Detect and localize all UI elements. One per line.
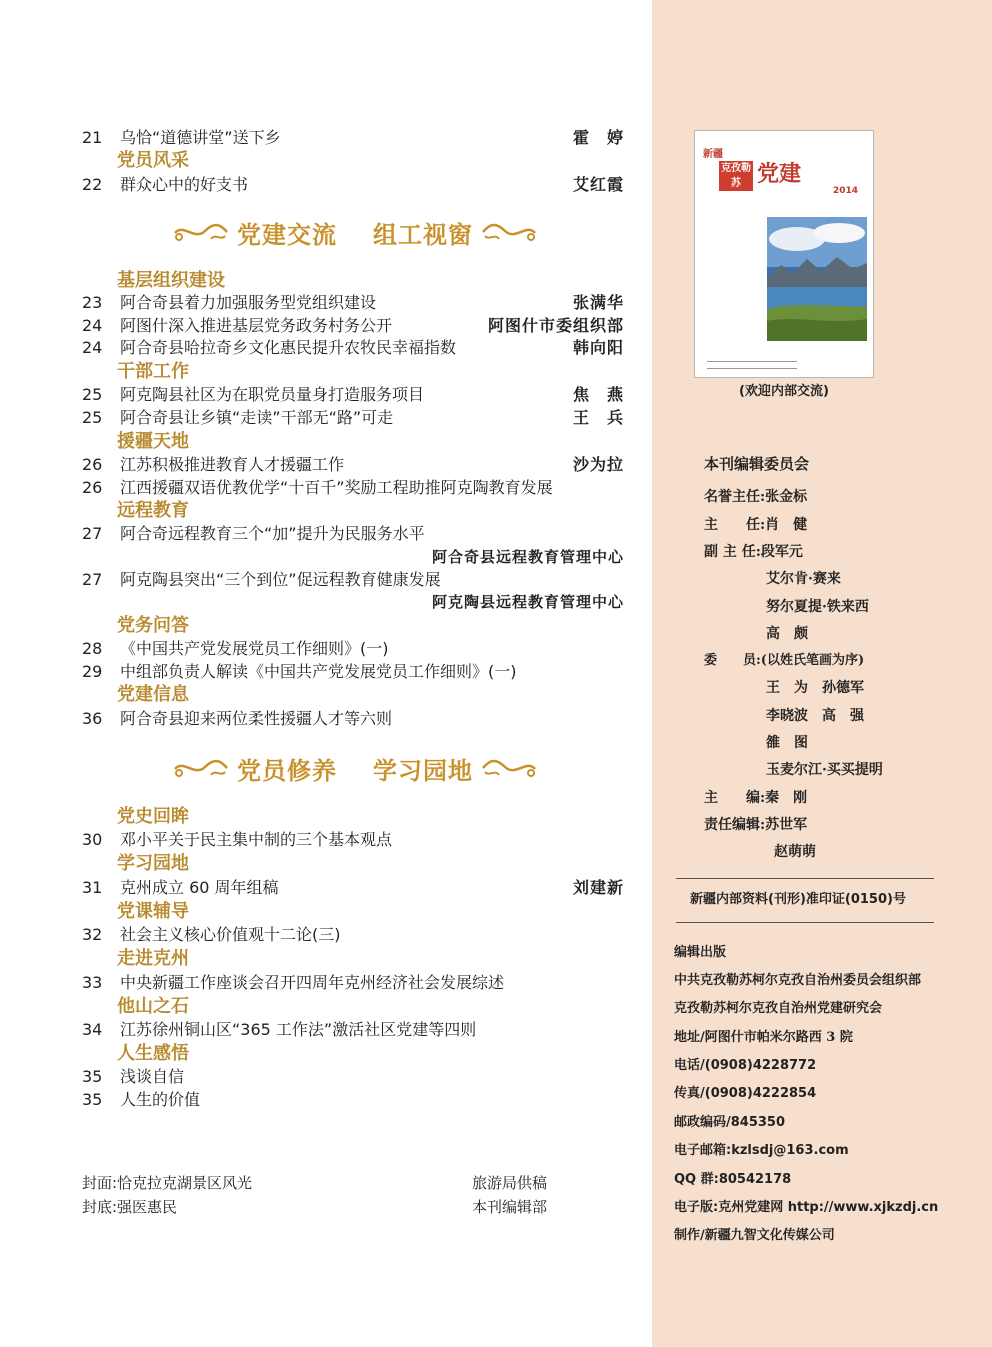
article-title: 克州成立 60 周年组稿 (120, 878, 279, 897)
committee-line: 努尔夏提·铁来西 (766, 599, 869, 615)
section-heading: 党课辅导 (117, 901, 189, 922)
article-title: 中央新疆工作座谈会召开四周年克州经济社会发展综述 (120, 973, 505, 992)
cover-year: 2014 (833, 186, 859, 196)
page-number: 24 (82, 316, 103, 335)
article-author: 王 兵 (572, 408, 624, 427)
section-banner (170, 750, 540, 786)
section-heading: 党史回眸 (117, 806, 189, 827)
back-credit-source: 本刊编辑部 (472, 1198, 548, 1216)
publisher-line: 中共克孜勒苏柯尔克孜自治州委员会组织部 (674, 973, 922, 988)
article-author: 焦 燕 (572, 385, 624, 404)
section-heading: 远程教育 (117, 500, 189, 521)
page-number: 31 (82, 878, 103, 897)
toc-entry-source (82, 546, 624, 568)
committee-line: 艾尔肯·赛来 (766, 571, 841, 587)
committee-line: 雒 图 (766, 735, 808, 751)
article-title: 浅谈自信 (120, 1067, 185, 1086)
toc-entry[interactable] (82, 1019, 624, 1041)
article-author: 阿克陶县远程教育管理中心 (431, 593, 624, 611)
page-number: 24 (82, 338, 103, 357)
page-number: 29 (82, 662, 103, 681)
scroll-ornament-icon (481, 219, 539, 245)
scroll-ornament-icon (171, 219, 229, 245)
cover-brand: 新疆 (703, 149, 723, 160)
toc-entry[interactable] (82, 924, 624, 946)
toc-entry[interactable] (82, 174, 624, 196)
page-number: 34 (82, 1020, 103, 1039)
committee-line: 委 员:(以姓氏笔画为序) (704, 653, 865, 668)
banner-title-left: 党建交流 (237, 220, 337, 249)
committee-line: 李晓波 高 强 (766, 708, 864, 724)
banner-title-right: 学习园地 (373, 756, 473, 785)
page-number: 35 (82, 1090, 103, 1109)
page-number: 35 (82, 1067, 103, 1086)
cover-footer-lines (707, 361, 797, 369)
toc-entry[interactable] (82, 569, 624, 591)
toc-entry-source (82, 591, 624, 613)
section-heading: 干部工作 (117, 361, 189, 382)
article-title: 阿合奇县让乡镇“走读”干部无“路”可走 (120, 408, 394, 427)
page-number: 25 (82, 385, 103, 404)
article-title: 社会主义核心价值观十二论(三) (120, 925, 341, 944)
toc-entry[interactable] (82, 708, 624, 730)
divider (676, 878, 934, 879)
committee-line: 主 编:秦 刚 (704, 790, 808, 806)
scroll-ornament-icon (171, 755, 229, 781)
section-heading: 他山之石 (117, 996, 189, 1017)
article-author: 韩向阳 (572, 338, 624, 357)
qq-group: QQ 群:80542178 (674, 1172, 792, 1187)
page-number: 23 (82, 293, 103, 312)
article-title: 《中国共产党发展党员工作细则》(一) (120, 639, 389, 658)
page-number: 33 (82, 973, 103, 992)
article-title: 人生的价值 (120, 1090, 201, 1109)
phone: 电话/(0908)4228772 (674, 1058, 817, 1073)
section-heading: 人生感悟 (117, 1043, 189, 1064)
toc-entry[interactable] (82, 127, 624, 149)
committee-line: 赵萌萌 (774, 844, 816, 860)
page-number: 27 (82, 570, 103, 589)
section-heading: 学习园地 (117, 853, 189, 874)
page-number: 25 (82, 408, 103, 427)
toc-entry[interactable] (82, 1066, 624, 1088)
section-heading: 基层组织建设 (117, 270, 225, 291)
committee-line: 高 颇 (766, 626, 808, 642)
article-title: 阿合奇县哈拉奇乡文化惠民提升农牧民幸福指数 (120, 338, 457, 357)
committee-line: 王 为 孙德军 (766, 680, 864, 696)
committee-heading: 本刊编辑委员会 (704, 455, 810, 473)
cover-credit-source: 旅游局供稿 (472, 1174, 548, 1192)
publisher-heading: 编辑出版 (674, 945, 727, 960)
banner-title-left: 党员修养 (237, 756, 337, 785)
divider (676, 922, 934, 923)
committee-line: 责任编辑:苏世军 (704, 817, 808, 833)
printing-permit: 新疆内部资料(刊形)准印证(0150)号 (690, 892, 906, 907)
magazine-cover-thumbnail[interactable] (694, 130, 874, 378)
page-number: 21 (82, 128, 103, 147)
section-heading: 党务问答 (117, 615, 189, 636)
banner-title-right: 组工视窗 (373, 220, 473, 249)
article-title: 阿合奇县迎来两位柔性援疆人才等六则 (120, 709, 393, 728)
section-heading: 党建信息 (117, 684, 189, 705)
article-author: 霍 婷 (572, 128, 624, 147)
page-number: 26 (82, 478, 103, 497)
article-title: 邓小平关于民主集中制的三个基本观点 (120, 830, 393, 849)
email[interactable]: 电子邮箱:kzlsdj@163.com (674, 1143, 849, 1158)
cover-title: 党建 (757, 161, 802, 187)
page-number: 30 (82, 830, 103, 849)
toc-entry[interactable] (82, 384, 624, 406)
scroll-ornament-icon (481, 755, 539, 781)
cover-badge: 克孜勒苏 (721, 163, 751, 189)
toc-entry[interactable] (82, 454, 624, 476)
toc-entry[interactable] (82, 407, 624, 429)
toc-entry[interactable] (82, 523, 624, 545)
article-author: 张满华 (572, 293, 624, 312)
page-number: 22 (82, 175, 103, 194)
article-title: 阿合奇远程教育三个“加”提升为民服务水平 (120, 524, 425, 543)
page-number: 36 (82, 709, 103, 728)
publisher-line: 克孜勒苏柯尔克孜自治州党建研究会 (674, 1001, 883, 1016)
fax: 传真/(0908)4222854 (674, 1086, 817, 1101)
producer: 制作/新疆九智文化传媒公司 (674, 1228, 835, 1243)
toc-entry[interactable] (82, 638, 624, 660)
section-banner (170, 214, 540, 250)
article-title: 群众心中的好支书 (120, 175, 249, 194)
article-author: 艾红霞 (572, 175, 624, 194)
page-number: 32 (82, 925, 103, 944)
toc-entry[interactable] (82, 477, 624, 499)
website[interactable]: 电子版:克州党建网 http://www.xjkzdj.cn (674, 1200, 939, 1215)
article-title: 江西援疆双语优教优学“十百千”奖励工程助推阿克陶教育发展 (120, 478, 553, 497)
section-heading: 援疆天地 (117, 431, 189, 452)
article-title: 阿合奇县着力加强服务型党组织建设 (120, 293, 377, 312)
article-title: 江苏积极推进教育人才援疆工作 (120, 455, 345, 474)
committee-line: 玉麦尔江·买买提明 (766, 762, 883, 778)
toc-entry[interactable] (82, 877, 624, 899)
address: 地址/阿图什市帕米尔路西 3 院 (674, 1030, 853, 1045)
toc-entry[interactable] (82, 1089, 624, 1111)
toc-entry[interactable] (82, 292, 624, 314)
section-heading: 走进克州 (117, 948, 189, 969)
page-number: 28 (82, 639, 103, 658)
cover-caption: (欢迎内部交流) (739, 384, 829, 399)
toc-entry[interactable] (82, 829, 624, 851)
article-title: 阿图什深入推进基层党务政务村务公开 (120, 316, 393, 335)
article-title: 江苏徐州铜山区“365 工作法”激活社区党建等四则 (120, 1020, 477, 1039)
article-title: 中组部负责人解读《中国共产党发展党员工作细则》(一) (120, 662, 517, 681)
article-title: 阿克陶县突出“三个到位”促远程教育健康发展 (120, 570, 441, 589)
committee-line: 副 主 任:段军元 (704, 544, 803, 560)
cover-credit-label: 封面:恰克拉克湖景区风光 (82, 1174, 253, 1192)
toc-entry[interactable] (82, 661, 624, 683)
article-title: 乌恰“道德讲堂”送下乡 (120, 128, 281, 147)
article-author: 阿图什市委组织部 (487, 316, 624, 335)
page-number: 27 (82, 524, 103, 543)
lake-landscape-photo (767, 217, 867, 341)
toc-entry[interactable] (82, 972, 624, 994)
committee-line: 名誉主任:张金标 (704, 489, 808, 505)
postal-code: 邮政编码/845350 (674, 1115, 786, 1130)
section-heading: 党员风采 (117, 150, 189, 171)
toc-entry[interactable] (82, 315, 624, 337)
page-number: 26 (82, 455, 103, 474)
article-author: 阿合奇县远程教育管理中心 (431, 548, 624, 566)
committee-line: 主 任:肖 健 (704, 517, 808, 533)
masthead-sidebar (652, 0, 992, 1347)
article-author: 沙为拉 (572, 455, 624, 474)
toc-entry[interactable] (82, 337, 624, 359)
article-title: 阿克陶县社区为在职党员量身打造服务项目 (120, 385, 425, 404)
back-credit-label: 封底:强医惠民 (82, 1198, 178, 1216)
article-author: 刘建新 (572, 878, 624, 897)
